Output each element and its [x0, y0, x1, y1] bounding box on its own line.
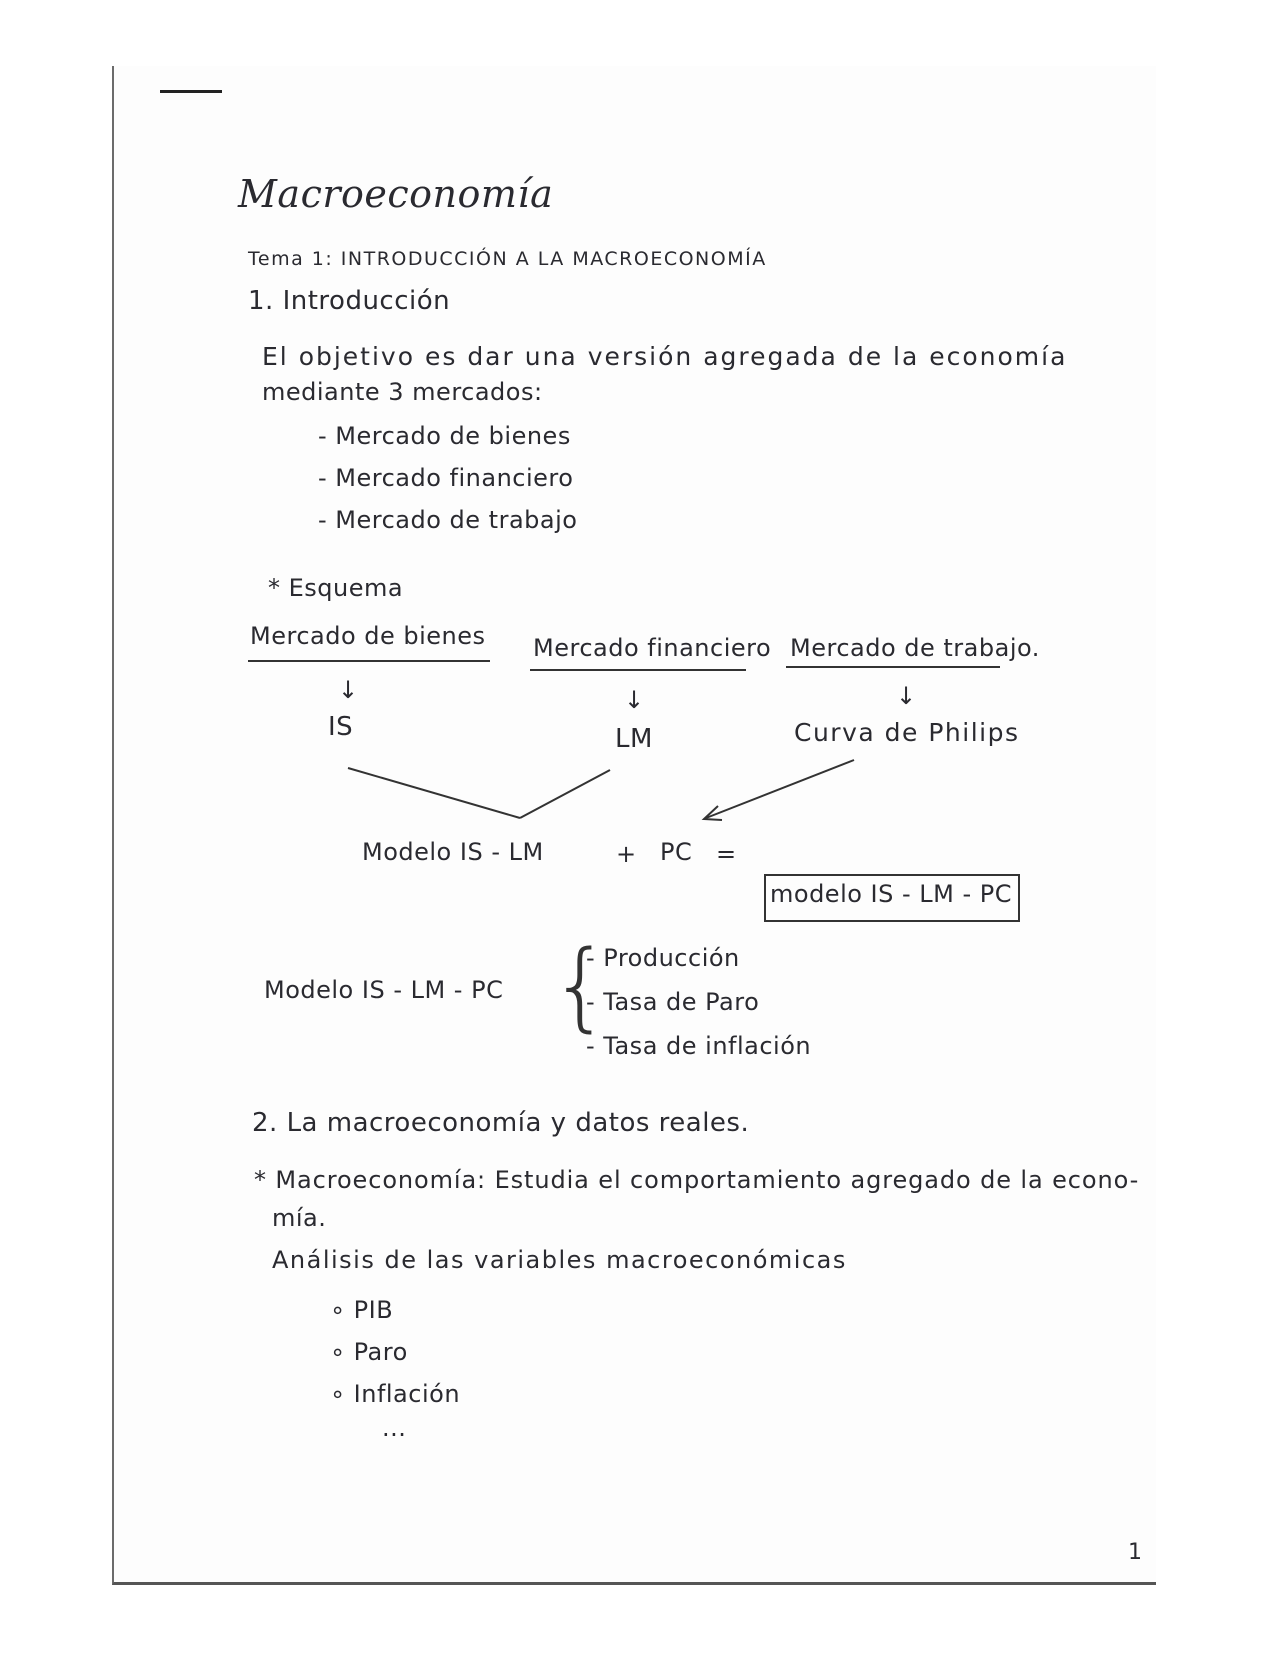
- scheme-header-goods: Mercado de bienes: [250, 622, 486, 650]
- market-item: - Mercado financiero: [318, 464, 574, 492]
- model-is: IS: [328, 712, 354, 742]
- market-item: - Mercado de bienes: [318, 422, 571, 450]
- model-lm: LM: [615, 724, 653, 754]
- equation-is-lm: Modelo IS - LM: [362, 838, 544, 866]
- arrow-down-icon: ↓: [338, 676, 359, 704]
- equation-pc: PC: [660, 838, 693, 866]
- equation-result: modelo IS - LM - PC: [770, 880, 1012, 908]
- scheme-label: * Esquema: [268, 574, 404, 602]
- variable-item: ∘ PIB: [330, 1296, 394, 1324]
- definition-line1: * Macroeconomía: Estudia el comportamiento agregado de la econo-: [254, 1166, 1140, 1194]
- variable-item: ∘ Inflación: [330, 1380, 461, 1408]
- section2-heading: 2. La macroeconomía y datos reales.: [252, 1108, 750, 1138]
- output-item: - Producción: [586, 944, 740, 972]
- model-phillips: Curva de Philips: [794, 718, 1020, 747]
- arrow-down-icon: ↓: [624, 686, 645, 714]
- scheme-header-labor: Mercado de trabajo.: [790, 634, 1040, 662]
- market-item: - Mercado de trabajo: [318, 506, 578, 534]
- section1-line2: mediante 3 mercados:: [262, 378, 543, 406]
- section1-heading: 1. Introducción: [248, 286, 451, 316]
- section1-line1: El objetivo es dar una versión agregada de la economía: [262, 342, 1068, 371]
- output-item: - Tasa de inflación: [586, 1032, 812, 1060]
- variable-item: ∘ Paro: [330, 1338, 408, 1366]
- equation-plus: +: [616, 840, 637, 868]
- equation-equals: =: [716, 840, 737, 868]
- outputs-label: Modelo IS - LM - PC: [264, 976, 504, 1004]
- output-item: - Tasa de Paro: [586, 988, 760, 1016]
- scheme-header-financial: Mercado financiero: [533, 634, 772, 662]
- topic-heading: Tema 1: INTRODUCCIÓN A LA MACROECONOMÍA: [248, 248, 767, 270]
- arrow-down-icon: ↓: [896, 682, 917, 710]
- curly-brace-icon: {: [550, 930, 612, 1042]
- ellipsis: ...: [382, 1414, 407, 1442]
- definition-line2: mía.: [272, 1204, 327, 1232]
- page-title: Macroeconomía: [238, 172, 554, 216]
- page-number: 1: [1128, 1540, 1143, 1565]
- analysis-line: Análisis de las variables macroeconómicas: [272, 1246, 847, 1274]
